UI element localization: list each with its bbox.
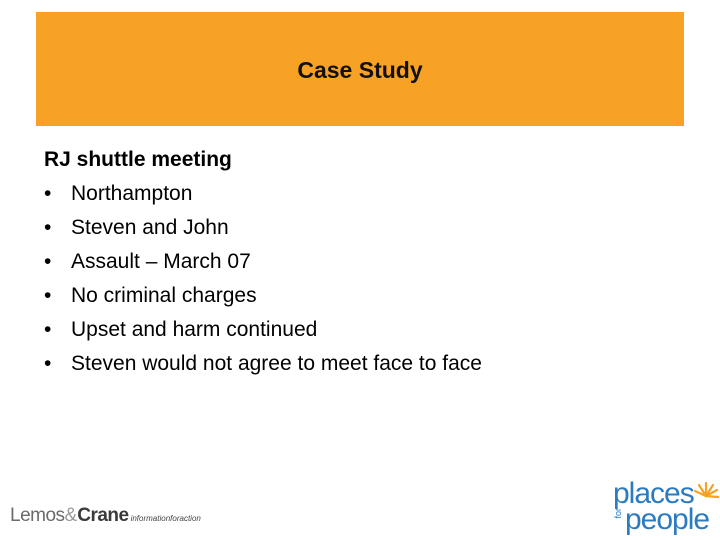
bullet-item: [44, 211, 664, 245]
bullet-item: [44, 279, 664, 313]
bullet-item: [44, 245, 664, 279]
slide-title: Case Study: [297, 57, 423, 83]
slide-content: [44, 143, 664, 381]
bullet-list: [44, 177, 664, 381]
bullet-dot: •: [44, 284, 52, 307]
places-for-people-logo: [611, 478, 719, 538]
logo-crane-text: Crane: [77, 505, 129, 526]
logo-amp-text: &: [64, 505, 78, 526]
bullet-text: Assault – March 07: [71, 250, 251, 273]
bullet-text: No criminal charges: [71, 284, 257, 307]
bullet-item: [44, 313, 664, 347]
logo-people-text: people: [625, 503, 710, 536]
logo-lemos-text: Lemos: [10, 505, 65, 526]
subheading: RJ shuttle meeting: [44, 148, 232, 171]
bullet-dot: •: [44, 216, 52, 239]
logo-for-text: for: [613, 508, 623, 519]
bullet-item: [44, 347, 664, 381]
lemos-crane-logo: [10, 505, 201, 529]
logo-tagline: informationforaction: [130, 514, 201, 523]
bullet-dot: •: [44, 182, 52, 205]
logo-places-text: places: [613, 477, 694, 510]
sun-burst-icon: [693, 480, 719, 506]
bullet-item: [44, 177, 664, 211]
bullet-dot: •: [44, 250, 52, 273]
bullet-text: Steven would not agree to meet face to face: [71, 352, 482, 375]
bullet-dot: •: [44, 352, 52, 375]
bullet-text: Upset and harm continued: [71, 318, 318, 341]
bullet-text: Northampton: [71, 182, 193, 205]
bullet-dot: •: [44, 318, 52, 341]
bullet-text: Steven and John: [71, 216, 229, 239]
